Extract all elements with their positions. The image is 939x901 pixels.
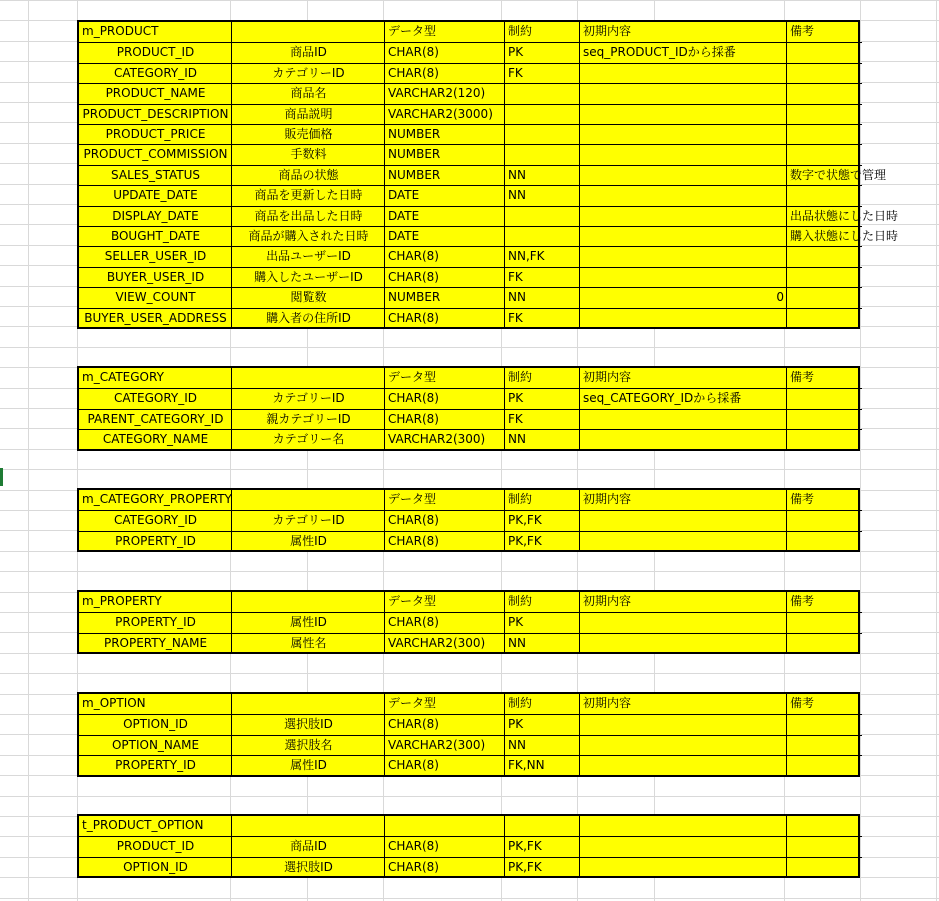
cell-constraint[interactable]: NN [508, 290, 526, 304]
header-cell-type[interactable]: データ型 [388, 370, 437, 384]
header-cell-japanese[interactable] [232, 816, 385, 836]
gridline-horizontal [0, 571, 939, 572]
cell-constraint[interactable]: PK,FK [508, 534, 542, 548]
cell-initial[interactable] [580, 268, 787, 288]
cell-initial[interactable] [580, 84, 787, 104]
cell-type[interactable]: CHAR(8) [388, 839, 439, 853]
cell-initial[interactable]: seq_PRODUCT_IDから採番 [583, 45, 736, 59]
table-header-row [79, 368, 862, 388]
table-header-row [79, 490, 862, 510]
cell-initial[interactable] [580, 145, 787, 165]
cell-name[interactable]: OPTION_ID [123, 860, 188, 874]
table-row [79, 124, 862, 144]
cell-remarks[interactable] [787, 84, 862, 104]
cell-remarks[interactable]: 数字で状態で管理 [790, 168, 887, 182]
cell-initial[interactable] [580, 736, 787, 756]
table-m-option [77, 692, 860, 777]
gridline-horizontal [0, 347, 939, 348]
header-cell-name[interactable]: m_OPTION [82, 696, 146, 710]
table-row [79, 836, 862, 856]
cell-constraint[interactable]: PK [508, 615, 524, 629]
header-cell-name[interactable]: m_PROPERTY [82, 594, 162, 608]
cell-japanese[interactable]: 閲覧数 [290, 290, 327, 304]
cell-name[interactable]: PRODUCT_NAME [105, 86, 206, 100]
cell-name[interactable]: BOUGHT_DATE [110, 229, 201, 243]
header-cell-initial[interactable]: 初期内容 [583, 696, 632, 710]
cell-name[interactable]: PRODUCT_PRICE [105, 127, 206, 141]
cell-type[interactable]: CHAR(8) [388, 534, 439, 548]
cell-constraint[interactable]: FK [508, 66, 523, 80]
cell-japanese[interactable]: 購入したユーザーID [254, 270, 363, 284]
table-row [79, 83, 862, 103]
table-m-category-property [77, 488, 860, 552]
cell-initial[interactable] [580, 125, 787, 145]
cell-constraint[interactable]: PK [508, 45, 524, 59]
cell-type[interactable]: DATE [388, 209, 420, 223]
cell-constraint[interactable] [505, 125, 580, 145]
cell-type[interactable]: CHAR(8) [388, 249, 439, 263]
cell-constraint[interactable]: FK,NN [508, 758, 545, 772]
cell-type[interactable]: VARCHAR2(300) [388, 636, 486, 650]
cell-japanese[interactable]: 商品を出品した日時 [254, 209, 363, 223]
cell-name[interactable]: CATEGORY_ID [114, 66, 197, 80]
cell-remarks[interactable] [787, 145, 862, 165]
cell-initial[interactable] [580, 309, 787, 329]
cell-japanese[interactable]: 選択肢ID [284, 717, 333, 731]
gridline-horizontal [0, 796, 939, 797]
cell-name[interactable]: PROPERTY_NAME [103, 636, 208, 650]
cell-name[interactable]: VIEW_COUNT [115, 290, 196, 304]
cell-initial[interactable] [580, 756, 787, 776]
cell-type[interactable]: DATE [388, 229, 420, 243]
header-cell-constraint[interactable]: 制約 [508, 24, 533, 38]
cell-constraint[interactable]: NN [508, 636, 526, 650]
table-row [79, 226, 899, 246]
cell-type[interactable]: CHAR(8) [388, 513, 439, 527]
gridline-vertical [28, 0, 29, 901]
cell-constraint[interactable] [505, 105, 580, 125]
cell-japanese[interactable]: 購入者の住所ID [266, 311, 351, 325]
table-m-category [77, 366, 860, 451]
cell-initial[interactable] [580, 105, 787, 125]
header-cell-name[interactable]: m_PRODUCT [82, 24, 159, 38]
cell-remarks[interactable] [787, 430, 862, 450]
cell-japanese[interactable]: 販売価格 [284, 127, 333, 141]
cell-constraint[interactable]: PK,FK [508, 513, 542, 527]
table-row [79, 714, 862, 734]
cell-type[interactable]: NUMBER [388, 147, 441, 161]
cell-remarks[interactable] [787, 613, 862, 633]
cell-constraint[interactable]: NN [508, 168, 526, 182]
cell-constraint[interactable] [505, 227, 580, 247]
cell-remarks[interactable] [787, 837, 862, 857]
cell-initial[interactable]: seq_CATEGORY_IDから採番 [583, 391, 742, 405]
table-t-product-option [77, 814, 860, 878]
header-cell-remarks[interactable]: 備考 [790, 696, 815, 710]
cell-initial[interactable] [580, 207, 787, 227]
gridline-horizontal [0, 673, 939, 674]
cell-remarks[interactable] [787, 410, 862, 430]
cell-type[interactable]: CHAR(8) [388, 270, 439, 284]
cell-type[interactable]: VARCHAR2(3000) [388, 107, 493, 121]
cell-initial[interactable] [580, 715, 787, 735]
cell-initial[interactable] [580, 837, 787, 857]
cell-japanese[interactable]: 商品名 [290, 86, 327, 100]
cell-type[interactable]: CHAR(8) [388, 45, 439, 59]
gridline-vertical [936, 0, 937, 901]
cell-name[interactable]: PRODUCT_COMMISSION [83, 147, 228, 161]
cell-remarks[interactable] [787, 186, 862, 206]
table-row [79, 144, 862, 164]
cell-constraint[interactable] [505, 84, 580, 104]
table-row [79, 857, 862, 877]
table-row [79, 735, 862, 755]
cell-initial[interactable] [580, 247, 787, 267]
cell-type[interactable]: VARCHAR2(120) [388, 86, 486, 100]
table-row [79, 429, 862, 449]
cell-type[interactable]: NUMBER [388, 290, 441, 304]
header-cell-japanese[interactable] [232, 592, 385, 612]
cell-remarks[interactable] [787, 715, 862, 735]
cell-type[interactable]: CHAR(8) [388, 758, 439, 772]
cell-remarks[interactable] [787, 756, 862, 776]
cell-remarks[interactable] [787, 105, 862, 125]
table-header-row [79, 816, 862, 836]
cell-name[interactable]: OPTION_ID [123, 717, 188, 731]
cell-remarks[interactable] [787, 389, 862, 409]
header-cell-remarks[interactable]: 備考 [790, 24, 815, 38]
cell-type[interactable]: NUMBER [388, 127, 441, 141]
cell-name[interactable]: PRODUCT_ID [116, 45, 195, 59]
header-cell-initial[interactable]: 初期内容 [583, 370, 632, 384]
cell-remarks[interactable] [787, 288, 862, 308]
table-row [79, 531, 862, 551]
cell-initial[interactable] [580, 613, 787, 633]
table-row [79, 755, 862, 775]
cell-initial[interactable]: 0 [776, 290, 784, 304]
cell-name[interactable]: PROPERTY_ID [115, 758, 196, 772]
table-row [79, 287, 862, 307]
cell-name[interactable]: PRODUCT_DESCRIPTION [82, 107, 229, 121]
header-cell-initial[interactable]: 初期内容 [583, 24, 632, 38]
cell-initial[interactable] [580, 166, 787, 186]
cell-name[interactable]: BUYER_USER_ID [106, 270, 205, 284]
cell-constraint[interactable] [505, 207, 580, 227]
cell-remarks[interactable] [787, 532, 862, 552]
header-cell-name[interactable]: m_CATEGORY_PROPERTY [82, 492, 232, 506]
cell-constraint[interactable]: PK [508, 391, 524, 405]
cell-name[interactable]: PROPERTY_ID [115, 534, 196, 548]
cell-name[interactable]: PRODUCT_ID [116, 839, 195, 853]
table-row [79, 612, 862, 632]
header-cell-remarks[interactable]: 備考 [790, 370, 815, 384]
cell-name[interactable]: SALES_STATUS [111, 168, 200, 182]
cell-name[interactable]: BUYER_USER_ADDRESS [84, 311, 227, 325]
cell-name[interactable]: DISPLAY_DATE [112, 209, 199, 223]
cell-type[interactable]: CHAR(8) [388, 391, 439, 405]
cell-japanese[interactable]: 商品ID [290, 839, 327, 853]
table-row [79, 42, 862, 62]
header-cell-constraint[interactable]: 制約 [508, 370, 533, 384]
cell-initial[interactable] [580, 430, 787, 450]
cell-japanese[interactable]: 親カテゴリーID [266, 412, 351, 426]
cell-remarks[interactable] [787, 268, 862, 288]
cell-type[interactable]: CHAR(8) [388, 860, 439, 874]
header-cell-japanese[interactable] [232, 368, 385, 388]
cell-type[interactable]: CHAR(8) [388, 717, 439, 731]
cell-name[interactable]: OPTION_NAME [111, 738, 200, 752]
cell-type[interactable]: CHAR(8) [388, 311, 439, 325]
table-row [79, 185, 862, 205]
cell-japanese[interactable]: 属性名 [290, 636, 327, 650]
cell-type[interactable]: CHAR(8) [388, 66, 439, 80]
cell-name[interactable]: CATEGORY_NAME [102, 432, 209, 446]
header-cell-japanese[interactable] [232, 694, 385, 714]
header-cell-name[interactable]: m_CATEGORY [82, 370, 164, 384]
cell-name[interactable]: CATEGORY_ID [114, 513, 197, 527]
header-cell-japanese[interactable] [232, 490, 385, 510]
cell-japanese[interactable]: 出品ユーザーID [266, 249, 351, 263]
table-row [79, 308, 862, 328]
cell-type[interactable]: CHAR(8) [388, 615, 439, 629]
table-header-row [79, 592, 862, 612]
cell-constraint[interactable]: NN [508, 738, 526, 752]
cell-type[interactable]: VARCHAR2(300) [388, 738, 486, 752]
cell-constraint[interactable] [505, 145, 580, 165]
table-m-property [77, 590, 860, 654]
table-row [79, 206, 899, 226]
cell-japanese[interactable]: 選択肢名 [284, 738, 333, 752]
cell-type[interactable]: CHAR(8) [388, 412, 439, 426]
table-row [79, 104, 862, 124]
cell-name[interactable]: UPDATE_DATE [113, 188, 198, 202]
cell-initial[interactable] [580, 64, 787, 84]
header-cell-name[interactable]: t_PRODUCT_OPTION [82, 818, 204, 832]
cell-constraint[interactable]: NN [508, 188, 526, 202]
cell-remarks[interactable] [787, 43, 862, 63]
cell-name[interactable]: SELLER_USER_ID [104, 249, 207, 263]
cell-japanese[interactable]: 属性ID [290, 615, 327, 629]
cell-remarks[interactable] [787, 858, 862, 878]
table-m-product [77, 20, 899, 329]
header-cell-type[interactable]: データ型 [388, 594, 437, 608]
cell-constraint[interactable]: PK,FK [508, 860, 542, 874]
cell-japanese[interactable]: 商品ID [290, 45, 327, 59]
cell-japanese[interactable]: 選択肢ID [284, 860, 333, 874]
cell-type[interactable]: DATE [388, 188, 420, 202]
header-cell-constraint[interactable] [505, 816, 580, 836]
header-cell-remarks[interactable]: 備考 [790, 594, 815, 608]
header-cell-constraint[interactable]: 制約 [508, 696, 533, 710]
header-cell-remarks[interactable] [787, 816, 862, 836]
header-cell-constraint[interactable]: 制約 [508, 492, 533, 506]
gridline-horizontal [0, 898, 939, 899]
header-cell-type[interactable]: データ型 [388, 492, 437, 506]
cell-initial[interactable] [580, 186, 787, 206]
gridline-horizontal [0, 0, 939, 1]
header-cell-initial[interactable] [580, 816, 787, 836]
cell-initial[interactable] [580, 227, 787, 247]
cell-constraint[interactable]: FK [508, 270, 523, 284]
cell-japanese[interactable]: カテゴリーID [272, 66, 345, 80]
cell-initial[interactable] [580, 532, 787, 552]
header-cell-type[interactable]: データ型 [388, 24, 437, 38]
header-cell-type[interactable]: データ型 [388, 696, 437, 710]
table-row [79, 409, 862, 429]
header-cell-japanese[interactable] [232, 22, 385, 42]
cell-name[interactable]: PROPERTY_ID [115, 615, 196, 629]
active-cell-marker [0, 468, 3, 486]
cell-japanese[interactable]: 商品説明 [284, 107, 333, 121]
gridline-horizontal [0, 469, 939, 470]
cell-remarks[interactable]: 出品状態にした日時 [790, 209, 899, 223]
table-row [79, 510, 862, 530]
cell-remarks[interactable] [787, 247, 862, 267]
cell-constraint[interactable]: FK [508, 412, 523, 426]
cell-constraint[interactable]: NN [508, 432, 526, 446]
cell-constraint[interactable]: PK [508, 717, 524, 731]
cell-remarks[interactable] [787, 511, 862, 531]
cell-japanese[interactable]: カテゴリーID [272, 513, 345, 527]
table-row [79, 267, 862, 287]
cell-type[interactable]: NUMBER [388, 168, 441, 182]
cell-name[interactable]: CATEGORY_ID [114, 391, 197, 405]
table-row [79, 633, 862, 653]
table-row [79, 388, 862, 408]
header-cell-initial[interactable]: 初期内容 [583, 492, 632, 506]
cell-japanese[interactable]: 手数料 [290, 147, 327, 161]
table-header-row [79, 694, 862, 714]
cell-initial[interactable] [580, 858, 787, 878]
cell-remarks[interactable] [787, 125, 862, 145]
cell-constraint[interactable]: PK,FK [508, 839, 542, 853]
cell-constraint[interactable]: FK [508, 311, 523, 325]
cell-initial[interactable] [580, 410, 787, 430]
cell-japanese[interactable]: カテゴリーID [272, 391, 345, 405]
table-header-row [79, 22, 862, 42]
cell-japanese[interactable]: 商品の状態 [278, 168, 339, 182]
cell-initial[interactable] [580, 634, 787, 654]
cell-japanese[interactable]: 商品が購入された日時 [248, 229, 369, 243]
cell-japanese[interactable]: 商品を更新した日時 [254, 188, 363, 202]
cell-remarks[interactable] [787, 64, 862, 84]
table-row [79, 246, 862, 266]
table-row [79, 63, 862, 83]
cell-initial[interactable] [580, 511, 787, 531]
cell-remarks[interactable] [787, 309, 862, 329]
cell-constraint[interactable]: NN,FK [508, 249, 545, 263]
header-cell-constraint[interactable]: 制約 [508, 594, 533, 608]
cell-name[interactable]: PARENT_CATEGORY_ID [87, 412, 224, 426]
cell-type[interactable]: VARCHAR2(300) [388, 432, 486, 446]
cell-japanese[interactable]: カテゴリー名 [272, 432, 345, 446]
table-row [79, 165, 887, 185]
header-cell-remarks[interactable]: 備考 [790, 492, 815, 506]
cell-japanese[interactable]: 属性ID [290, 534, 327, 548]
header-cell-type[interactable] [385, 816, 505, 836]
cell-remarks[interactable]: 購入状態にした日時 [790, 229, 899, 243]
header-cell-initial[interactable]: 初期内容 [583, 594, 632, 608]
cell-japanese[interactable]: 属性ID [290, 758, 327, 772]
cell-remarks[interactable] [787, 634, 862, 654]
cell-remarks[interactable] [787, 736, 862, 756]
